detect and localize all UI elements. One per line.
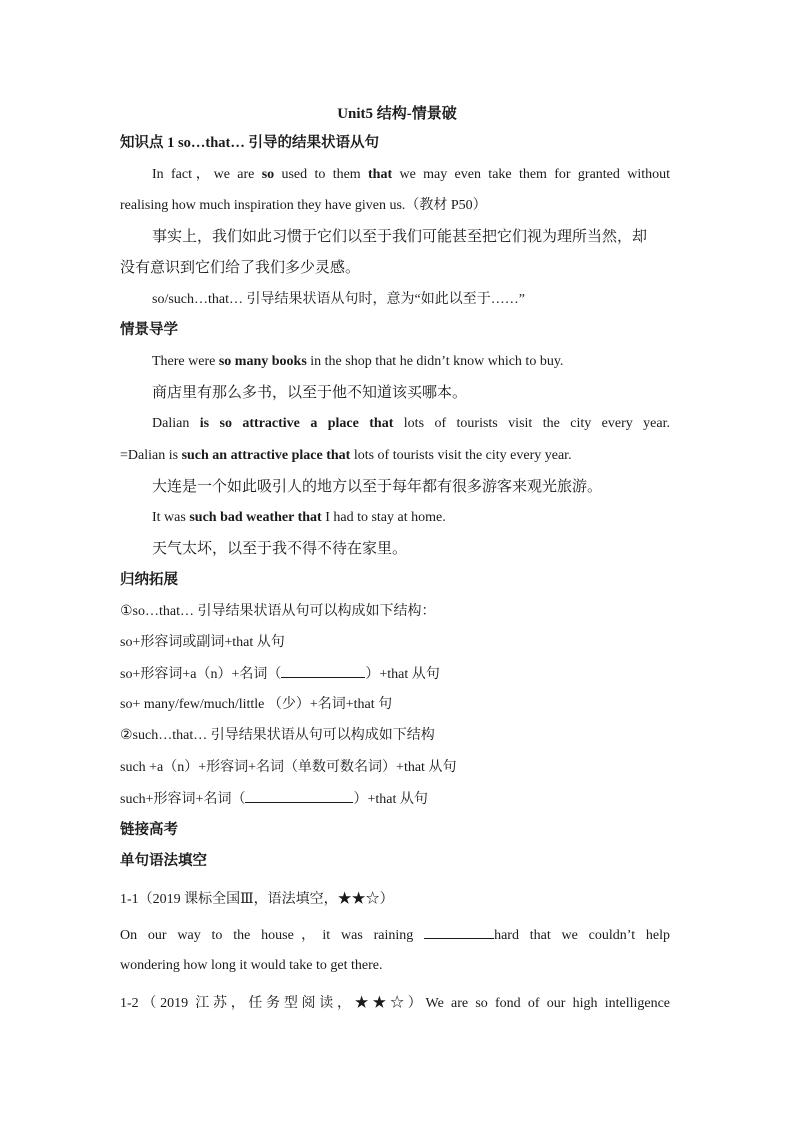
section-heading-ljgk: 链接高考 — [120, 822, 178, 838]
example-sentence-en-line1 — [152, 166, 670, 184]
fill-blank[interactable] — [281, 665, 365, 678]
structure-line-3 — [120, 665, 440, 684]
bold-keyword: is so attractive a place that — [199, 416, 394, 431]
scenario-translation-4: 天气太坏，以至于我不得不待在家里。 — [152, 541, 408, 557]
question-1-header: 1-1（2019 课标全国Ⅲ，语法填空，★★☆） — [120, 892, 394, 907]
usage-note: so/such…that… 引导结果状语从句时，意为“如此以至于……” — [152, 292, 525, 307]
text-span: ）+that 从句 — [365, 667, 440, 682]
text-span: ）+that 从句 — [353, 792, 428, 807]
section-heading-kp1: 知识点 1 so…that… 引导的结果状语从句 — [120, 135, 379, 151]
bold-keyword: such an attractive place that — [181, 448, 351, 463]
example-sentence-en-line2: realising how much inspiration they have given us.（教材 P50） — [120, 198, 487, 213]
subsection-heading-fill: 单句语法填空 — [120, 853, 207, 869]
text-span: in the shop that he didn’t know which to buy. — [306, 354, 564, 369]
text-span: =Dalian is — [120, 448, 182, 463]
answer-blank[interactable] — [424, 926, 494, 939]
bold-keyword: that — [368, 167, 393, 182]
question-1-line2: wondering how long it would take to get there. — [120, 958, 383, 973]
text-span: so+形容词+a（n）+名词（ — [120, 667, 282, 682]
text-span: we may even take them for granted without — [392, 167, 671, 182]
text-span: Dalian — [152, 416, 200, 431]
scenario-sentence-4 — [152, 509, 446, 527]
example-translation-line1: 事实上，我们如此习惯于它们以至于我们可能甚至把它们视为理所当然，却 — [152, 229, 648, 245]
structure-line-2: so+形容词或副词+that 从句 — [120, 635, 285, 650]
scenario-translation-2: 大连是一个如此吸引人的地方以至于每年都有很多游客来观光旅游。 — [152, 479, 603, 495]
text-span: On our way to the house，it was raining — [120, 928, 425, 943]
structure-line-4: so+ many/few/much/little （少）+名词+that 句 — [120, 697, 393, 712]
section-heading-qjdx: 情景导学 — [120, 322, 178, 338]
section-heading-gntz: 归纳拓展 — [120, 572, 178, 588]
example-translation-line2: 没有意识到它们给了我们多少灵感。 — [120, 260, 361, 276]
scenario-sentence-2 — [152, 415, 670, 433]
structure-line-6: such +a（n）+形容词+名词（单数可数名词）+that 从句 — [120, 760, 457, 775]
text-span: used to them — [274, 167, 369, 182]
text-span: such+形容词+名词（ — [120, 792, 246, 807]
question-1-line1 — [120, 926, 670, 945]
text-span: lots of tourists visit the city every year. — [393, 416, 670, 431]
scenario-sentence-3 — [120, 447, 572, 465]
text-span: I had to stay at home. — [321, 510, 446, 525]
fill-blank[interactable] — [245, 790, 353, 803]
text-span: It was — [152, 510, 190, 525]
structure-line-7 — [120, 790, 428, 809]
bold-keyword: so — [261, 167, 275, 182]
scenario-translation-1: 商店里有那么多书，以至于他不知道该买哪本。 — [152, 385, 468, 401]
page-title: Unit5 结构-情景破 — [337, 106, 457, 122]
structure-line-1: ①so…that… 引导结果状语从句可以构成如下结构： — [120, 604, 436, 619]
text-span: In fact，we are — [152, 167, 262, 182]
text-span: lots of tourists visit the city every year. — [350, 448, 572, 463]
structure-line-5: ②such…that… 引导结果状语从句可以构成如下结构 — [120, 728, 435, 743]
question-2-line1: 1-2（2019 江苏，任务型阅读，★★☆）We are so fond of our high intelligence — [120, 996, 670, 1011]
text-span: There were — [152, 354, 219, 369]
bold-keyword: such bad weather that — [189, 510, 322, 525]
scenario-sentence-1 — [152, 353, 563, 371]
text-span: hard that we couldn’t help — [494, 928, 670, 943]
bold-keyword: so many books — [218, 354, 307, 369]
